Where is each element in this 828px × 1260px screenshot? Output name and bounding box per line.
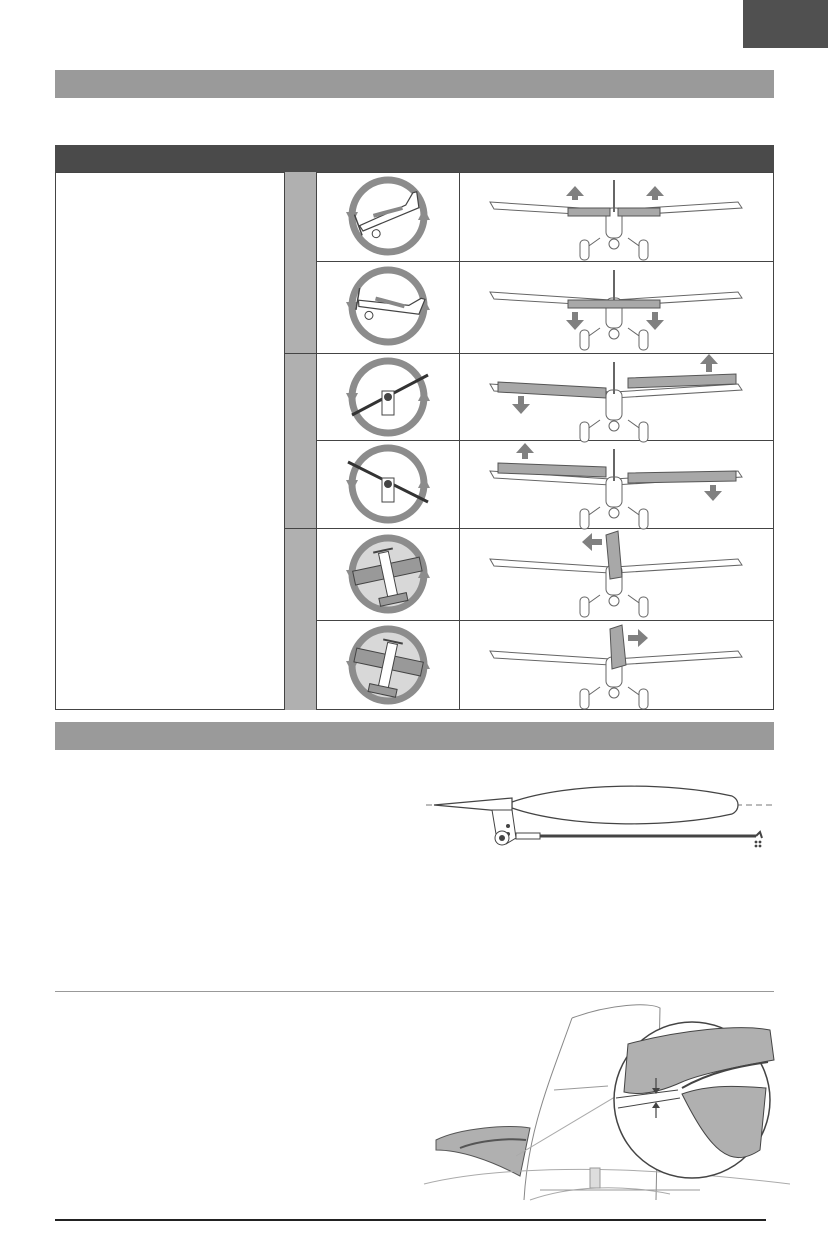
roll-left-circle-icon bbox=[346, 448, 430, 520]
pitch-down-circle-icon bbox=[346, 270, 430, 342]
rudder-gap-detail-diagram bbox=[420, 1000, 790, 1215]
rudder-left-diagram bbox=[490, 531, 742, 617]
yaw-left-circle-icon bbox=[346, 538, 430, 610]
rudder-right-diagram bbox=[490, 625, 742, 709]
control-horn-neutral-diagram bbox=[420, 772, 780, 862]
section-divider bbox=[55, 991, 774, 992]
aileron-right-diagram bbox=[490, 354, 742, 442]
page-footer-rule bbox=[55, 1219, 766, 1221]
pitch-up-circle-icon bbox=[346, 180, 430, 252]
yaw-right-circle-icon bbox=[346, 629, 430, 701]
section-bar-centering bbox=[55, 722, 774, 750]
elevator-up-diagram bbox=[490, 180, 742, 260]
roll-right-circle-icon bbox=[346, 361, 430, 433]
aileron-left-diagram bbox=[490, 443, 742, 529]
elevator-down-diagram bbox=[490, 270, 742, 350]
